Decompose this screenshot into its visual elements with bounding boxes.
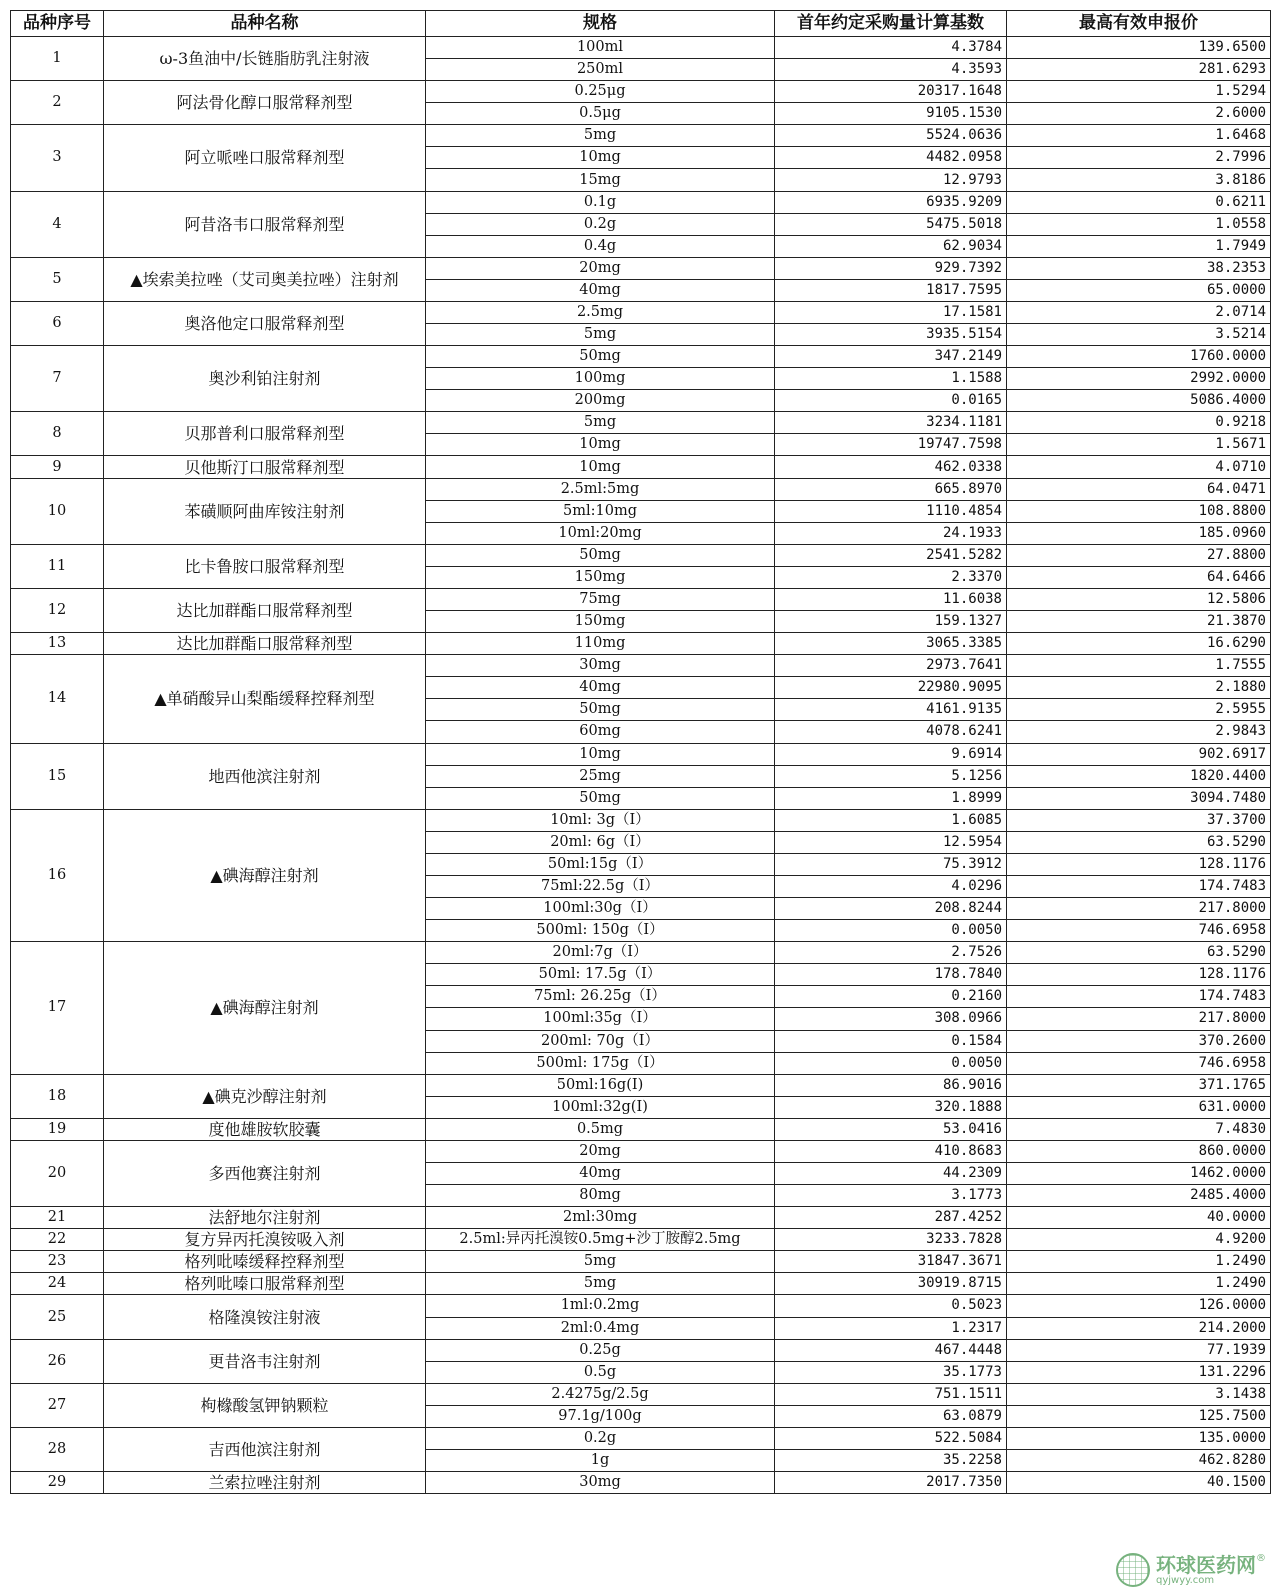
price-cell: 1820.4400 xyxy=(1007,765,1271,787)
price-cell: 3.8186 xyxy=(1007,169,1271,191)
quantity-cell: 287.4252 xyxy=(775,1207,1007,1229)
table-body xyxy=(11,37,1271,1494)
table-row xyxy=(11,1251,1271,1273)
item-number: 18 xyxy=(11,1074,104,1118)
item-number: 15 xyxy=(11,743,104,809)
item-number: 28 xyxy=(11,1427,104,1471)
spec-cell: 50mg xyxy=(426,787,775,809)
price-cell: 3.1438 xyxy=(1007,1383,1271,1405)
spec-cell: 20mg xyxy=(426,1140,775,1162)
price-cell: 40.0000 xyxy=(1007,1207,1271,1229)
table-row xyxy=(11,1074,1271,1096)
spec-cell: 15mg xyxy=(426,169,775,191)
quantity-cell: 19747.7598 xyxy=(775,434,1007,456)
spec-cell: 100ml:32g(I) xyxy=(426,1096,775,1118)
price-cell: 2.6000 xyxy=(1007,103,1271,125)
price-cell: 3.5214 xyxy=(1007,324,1271,346)
quantity-cell: 2973.7641 xyxy=(775,655,1007,677)
table-row xyxy=(11,346,1271,368)
spec-cell: 50mg xyxy=(426,699,775,721)
spec-cell: 5mg xyxy=(426,324,775,346)
price-cell: 65.0000 xyxy=(1007,279,1271,301)
quantity-cell: 6935.9209 xyxy=(775,191,1007,213)
quantity-cell: 9105.1530 xyxy=(775,103,1007,125)
spec-cell: 20mg xyxy=(426,257,775,279)
quantity-cell: 1817.7595 xyxy=(775,279,1007,301)
spec-cell: 500ml: 150g（I） xyxy=(426,920,775,942)
quantity-cell: 178.7840 xyxy=(775,964,1007,986)
price-cell: 139.6500 xyxy=(1007,37,1271,59)
item-number: 7 xyxy=(11,346,104,412)
price-cell: 1.7949 xyxy=(1007,235,1271,257)
price-cell: 902.6917 xyxy=(1007,743,1271,765)
price-cell: 108.8800 xyxy=(1007,500,1271,522)
price-cell: 746.6958 xyxy=(1007,920,1271,942)
quantity-cell: 1.2317 xyxy=(775,1317,1007,1339)
spec-cell: 10ml: 3g（I） xyxy=(426,809,775,831)
price-cell: 631.0000 xyxy=(1007,1096,1271,1118)
quantity-cell: 0.2160 xyxy=(775,986,1007,1008)
item-number: 11 xyxy=(11,544,104,588)
item-number: 21 xyxy=(11,1207,104,1229)
price-cell: 37.3700 xyxy=(1007,809,1271,831)
header-qty: 首年约定采购量计算基数 xyxy=(775,11,1007,37)
quantity-cell: 4.3784 xyxy=(775,37,1007,59)
quantity-cell: 410.8683 xyxy=(775,1140,1007,1162)
quantity-cell: 159.1327 xyxy=(775,611,1007,633)
spec-cell: 0.1g xyxy=(426,191,775,213)
item-number: 23 xyxy=(11,1251,104,1273)
watermark xyxy=(1116,1553,1266,1587)
price-cell: 5086.4000 xyxy=(1007,390,1271,412)
price-cell: 0.9218 xyxy=(1007,412,1271,434)
price-cell: 1.7555 xyxy=(1007,655,1271,677)
quantity-cell: 3234.1181 xyxy=(775,412,1007,434)
spec-cell: 1g xyxy=(426,1450,775,1472)
price-cell: 370.2600 xyxy=(1007,1030,1271,1052)
table-row xyxy=(11,1273,1271,1295)
quantity-cell: 1.1588 xyxy=(775,368,1007,390)
item-number: 26 xyxy=(11,1339,104,1383)
spec-cell: 5ml:10mg xyxy=(426,500,775,522)
price-cell: 860.0000 xyxy=(1007,1140,1271,1162)
table-row xyxy=(11,655,1271,677)
quantity-cell: 5475.5018 xyxy=(775,213,1007,235)
globe-icon xyxy=(1116,1553,1150,1587)
spec-cell: 5mg xyxy=(426,1251,775,1273)
price-cell: 38.2353 xyxy=(1007,257,1271,279)
item-name: 奥沙利铂注射剂 xyxy=(104,346,426,412)
spec-cell: 5mg xyxy=(426,125,775,147)
quantity-cell: 208.8244 xyxy=(775,898,1007,920)
price-cell: 174.7483 xyxy=(1007,875,1271,897)
table-row xyxy=(11,37,1271,59)
spec-cell: 75mg xyxy=(426,588,775,610)
item-name: 格隆溴铵注射液 xyxy=(104,1295,426,1339)
price-cell: 214.2000 xyxy=(1007,1317,1271,1339)
spec-cell: 2ml:0.4mg xyxy=(426,1317,775,1339)
price-cell: 131.2296 xyxy=(1007,1361,1271,1383)
spec-cell: 50ml:16g(I) xyxy=(426,1074,775,1096)
price-cell: 2.5955 xyxy=(1007,699,1271,721)
price-cell: 12.5806 xyxy=(1007,588,1271,610)
item-name: 比卡鲁胺口服常释剂型 xyxy=(104,544,426,588)
item-number: 5 xyxy=(11,257,104,301)
spec-cell: 25mg xyxy=(426,765,775,787)
quantity-cell: 2017.7350 xyxy=(775,1472,1007,1494)
watermark-url: qyjwyy.com xyxy=(1156,1574,1215,1586)
price-cell: 0.6211 xyxy=(1007,191,1271,213)
quantity-cell: 30919.8715 xyxy=(775,1273,1007,1295)
quantity-cell: 0.0050 xyxy=(775,1052,1007,1074)
price-cell: 128.1176 xyxy=(1007,853,1271,875)
quantity-cell: 35.1773 xyxy=(775,1361,1007,1383)
spec-cell: 10mg xyxy=(426,434,775,456)
quantity-cell: 3065.3385 xyxy=(775,633,1007,655)
item-name: 多西他赛注射剂 xyxy=(104,1140,426,1206)
item-number: 3 xyxy=(11,125,104,191)
item-name: ▲单硝酸异山梨酯缓释控释剂型 xyxy=(104,655,426,743)
spec-cell: 0.5mg xyxy=(426,1118,775,1140)
quantity-cell: 3.1773 xyxy=(775,1185,1007,1207)
item-name: 格列吡嗪缓释控释剂型 xyxy=(104,1251,426,1273)
item-number: 6 xyxy=(11,301,104,345)
quantity-cell: 4.0296 xyxy=(775,875,1007,897)
quantity-cell: 1110.4854 xyxy=(775,500,1007,522)
price-cell: 2.7996 xyxy=(1007,147,1271,169)
price-cell: 185.0960 xyxy=(1007,522,1271,544)
quantity-cell: 24.1933 xyxy=(775,522,1007,544)
item-name: 达比加群酯口服常释剂型 xyxy=(104,633,426,655)
spec-cell: 60mg xyxy=(426,721,775,743)
spec-cell: 0.2g xyxy=(426,213,775,235)
price-cell: 2485.4000 xyxy=(1007,1185,1271,1207)
item-name: 达比加群酯口服常释剂型 xyxy=(104,588,426,632)
quantity-cell: 4161.9135 xyxy=(775,699,1007,721)
spec-cell: 50ml: 17.5g（I） xyxy=(426,964,775,986)
quantity-cell: 522.5084 xyxy=(775,1427,1007,1449)
price-cell: 217.8000 xyxy=(1007,898,1271,920)
quantity-cell: 53.0416 xyxy=(775,1118,1007,1140)
spec-cell: 10mg xyxy=(426,147,775,169)
price-cell: 21.3870 xyxy=(1007,611,1271,633)
price-cell: 125.7500 xyxy=(1007,1405,1271,1427)
spec-cell: 40mg xyxy=(426,279,775,301)
price-cell: 7.4830 xyxy=(1007,1118,1271,1140)
table-row xyxy=(11,942,1271,964)
quantity-cell: 4482.0958 xyxy=(775,147,1007,169)
spec-cell: 200mg xyxy=(426,390,775,412)
table-row xyxy=(11,478,1271,500)
spec-cell: 150mg xyxy=(426,611,775,633)
price-cell: 2992.0000 xyxy=(1007,368,1271,390)
table-row xyxy=(11,809,1271,831)
quantity-cell: 665.8970 xyxy=(775,478,1007,500)
spec-cell: 100ml:30g（I） xyxy=(426,898,775,920)
item-number: 27 xyxy=(11,1383,104,1427)
quantity-cell: 11.6038 xyxy=(775,588,1007,610)
watermark-mark: ® xyxy=(1256,1553,1266,1564)
table-row xyxy=(11,1207,1271,1229)
table-row xyxy=(11,301,1271,323)
spec-cell: 0.25g xyxy=(426,1339,775,1361)
quantity-cell: 12.9793 xyxy=(775,169,1007,191)
spec-cell: 2.4275g/2.5g xyxy=(426,1383,775,1405)
price-cell: 135.0000 xyxy=(1007,1427,1271,1449)
price-cell: 16.6290 xyxy=(1007,633,1271,655)
quantity-cell: 12.5954 xyxy=(775,831,1007,853)
quantity-cell: 5.1256 xyxy=(775,765,1007,787)
spec-cell: 5mg xyxy=(426,1273,775,1295)
item-number: 13 xyxy=(11,633,104,655)
quantity-cell: 20317.1648 xyxy=(775,81,1007,103)
price-cell: 1.2490 xyxy=(1007,1251,1271,1273)
table-row xyxy=(11,1118,1271,1140)
table-row xyxy=(11,743,1271,765)
price-cell: 63.5290 xyxy=(1007,831,1271,853)
quantity-cell: 63.0879 xyxy=(775,1405,1007,1427)
item-name: 贝那普利口服常释剂型 xyxy=(104,412,426,456)
spec-cell: 50ml:15g（I） xyxy=(426,853,775,875)
spec-cell: 110mg xyxy=(426,633,775,655)
header-price: 最高有效申报价 xyxy=(1007,11,1271,37)
quantity-cell: 75.3912 xyxy=(775,853,1007,875)
price-cell: 2.9843 xyxy=(1007,721,1271,743)
item-number: 2 xyxy=(11,81,104,125)
price-cell: 64.6466 xyxy=(1007,566,1271,588)
table-row xyxy=(11,588,1271,610)
price-cell: 2.1880 xyxy=(1007,677,1271,699)
header-name: 品种名称 xyxy=(104,11,426,37)
quantity-cell: 4078.6241 xyxy=(775,721,1007,743)
price-cell: 1462.0000 xyxy=(1007,1162,1271,1184)
item-name: 度他雄胺软胶囊 xyxy=(104,1118,426,1140)
spec-cell: 80mg xyxy=(426,1185,775,1207)
quantity-cell: 0.0050 xyxy=(775,920,1007,942)
price-cell: 2.0714 xyxy=(1007,301,1271,323)
table-row xyxy=(11,1383,1271,1405)
spec-cell: 200ml: 70g（I） xyxy=(426,1030,775,1052)
price-cell: 40.1500 xyxy=(1007,1472,1271,1494)
item-name: ▲碘海醇注射剂 xyxy=(104,942,426,1074)
quantity-cell: 2.3370 xyxy=(775,566,1007,588)
price-cell: 63.5290 xyxy=(1007,942,1271,964)
item-number: 22 xyxy=(11,1229,104,1251)
spec-cell: 75ml:22.5g（I） xyxy=(426,875,775,897)
item-name: 阿昔洛韦口服常释剂型 xyxy=(104,191,426,257)
quantity-cell: 1.8999 xyxy=(775,787,1007,809)
table-row xyxy=(11,633,1271,655)
item-name: 兰索拉唑注射剂 xyxy=(104,1472,426,1494)
quantity-cell: 35.2258 xyxy=(775,1450,1007,1472)
item-name: ω-3鱼油中/长链脂肪乳注射液 xyxy=(104,37,426,81)
spec-cell: 100ml:35g（I） xyxy=(426,1008,775,1030)
item-number: 24 xyxy=(11,1273,104,1295)
item-number: 12 xyxy=(11,588,104,632)
spec-cell: 40mg xyxy=(426,677,775,699)
quantity-cell: 929.7392 xyxy=(775,257,1007,279)
quantity-cell: 308.0966 xyxy=(775,1008,1007,1030)
item-name: 阿立哌唑口服常释剂型 xyxy=(104,125,426,191)
item-name: 阿法骨化醇口服常释剂型 xyxy=(104,81,426,125)
item-number: 1 xyxy=(11,37,104,81)
quantity-cell: 1.6085 xyxy=(775,809,1007,831)
item-number: 20 xyxy=(11,1140,104,1206)
quantity-cell: 9.6914 xyxy=(775,743,1007,765)
item-number: 9 xyxy=(11,456,104,478)
table-row xyxy=(11,456,1271,478)
item-name: ▲碘克沙醇注射剂 xyxy=(104,1074,426,1118)
price-cell: 281.6293 xyxy=(1007,59,1271,81)
item-number: 17 xyxy=(11,942,104,1074)
quantity-cell: 2.7526 xyxy=(775,942,1007,964)
quantity-cell: 462.0338 xyxy=(775,456,1007,478)
price-cell: 1.5671 xyxy=(1007,434,1271,456)
spec-cell: 30mg xyxy=(426,655,775,677)
spec-cell: 30mg xyxy=(426,1472,775,1494)
table-row xyxy=(11,1295,1271,1317)
price-cell: 746.6958 xyxy=(1007,1052,1271,1074)
price-cell: 371.1765 xyxy=(1007,1074,1271,1096)
spec-cell: 0.2g xyxy=(426,1427,775,1449)
quantity-cell: 62.9034 xyxy=(775,235,1007,257)
header-no: 品种序号 xyxy=(11,11,104,37)
item-name: 格列吡嗪口服常释剂型 xyxy=(104,1273,426,1295)
item-name: 法舒地尔注射剂 xyxy=(104,1207,426,1229)
price-cell: 64.0471 xyxy=(1007,478,1271,500)
item-name: 更昔洛韦注射剂 xyxy=(104,1339,426,1383)
spec-cell: 0.25μg xyxy=(426,81,775,103)
price-cell: 4.9200 xyxy=(1007,1229,1271,1251)
price-cell: 174.7483 xyxy=(1007,986,1271,1008)
item-number: 14 xyxy=(11,655,104,743)
table-row xyxy=(11,1472,1271,1494)
spec-cell: 10ml:20mg xyxy=(426,522,775,544)
table-row xyxy=(11,125,1271,147)
item-number: 16 xyxy=(11,809,104,941)
spec-cell: 500ml: 175g（I） xyxy=(426,1052,775,1074)
quantity-cell: 0.0165 xyxy=(775,390,1007,412)
spec-cell: 150mg xyxy=(426,566,775,588)
item-number: 4 xyxy=(11,191,104,257)
price-cell: 217.8000 xyxy=(1007,1008,1271,1030)
header-row xyxy=(11,11,1271,37)
quantity-cell: 2541.5282 xyxy=(775,544,1007,566)
price-cell: 27.8800 xyxy=(1007,544,1271,566)
price-cell: 126.0000 xyxy=(1007,1295,1271,1317)
price-cell: 1.0558 xyxy=(1007,213,1271,235)
spec-cell: 50mg xyxy=(426,346,775,368)
item-name: ▲碘海醇注射剂 xyxy=(104,809,426,941)
item-name: 苯磺顺阿曲库铵注射剂 xyxy=(104,478,426,544)
spec-cell: 75ml: 26.25g（I） xyxy=(426,986,775,1008)
quantity-cell: 5524.0636 xyxy=(775,125,1007,147)
quantity-cell: 751.1511 xyxy=(775,1383,1007,1405)
spec-cell: 5mg xyxy=(426,412,775,434)
spec-cell: 250ml xyxy=(426,59,775,81)
spec-cell: 0.5μg xyxy=(426,103,775,125)
price-cell: 128.1176 xyxy=(1007,964,1271,986)
spec-cell: 2ml:30mg xyxy=(426,1207,775,1229)
table-row xyxy=(11,1229,1271,1251)
item-name: 吉西他滨注射剂 xyxy=(104,1427,426,1471)
quantity-cell: 0.1584 xyxy=(775,1030,1007,1052)
quantity-cell: 22980.9095 xyxy=(775,677,1007,699)
spec-cell: 2.5ml:异丙托溴铵0.5mg+沙丁胺醇2.5mg xyxy=(426,1229,775,1251)
quantity-cell: 3935.5154 xyxy=(775,324,1007,346)
price-cell: 77.1939 xyxy=(1007,1339,1271,1361)
spec-cell: 50mg xyxy=(426,544,775,566)
price-cell: 1.2490 xyxy=(1007,1273,1271,1295)
price-cell: 1.5294 xyxy=(1007,81,1271,103)
quantity-cell: 4.3593 xyxy=(775,59,1007,81)
spec-cell: 100mg xyxy=(426,368,775,390)
quantity-cell: 44.2309 xyxy=(775,1162,1007,1184)
price-cell: 4.0710 xyxy=(1007,456,1271,478)
quantity-cell: 0.5023 xyxy=(775,1295,1007,1317)
spec-cell: 0.4g xyxy=(426,235,775,257)
quantity-cell: 86.9016 xyxy=(775,1074,1007,1096)
spec-cell: 2.5ml:5mg xyxy=(426,478,775,500)
item-number: 19 xyxy=(11,1118,104,1140)
procurement-table xyxy=(10,10,1271,1494)
quantity-cell: 347.2149 xyxy=(775,346,1007,368)
spec-cell: 1ml:0.2mg xyxy=(426,1295,775,1317)
item-number: 10 xyxy=(11,478,104,544)
spec-cell: 10mg xyxy=(426,456,775,478)
quantity-cell: 31847.3671 xyxy=(775,1251,1007,1273)
header-spec: 规格 xyxy=(426,11,775,37)
table-row xyxy=(11,1339,1271,1361)
table-row xyxy=(11,191,1271,213)
table-row xyxy=(11,1427,1271,1449)
item-name: 奥洛他定口服常释剂型 xyxy=(104,301,426,345)
spec-cell: 40mg xyxy=(426,1162,775,1184)
quantity-cell: 17.1581 xyxy=(775,301,1007,323)
spec-cell: 97.1g/100g xyxy=(426,1405,775,1427)
spec-cell: 2.5mg xyxy=(426,301,775,323)
watermark-text: 环球医药网 xyxy=(1156,1552,1256,1577)
table-row xyxy=(11,257,1271,279)
price-cell: 1760.0000 xyxy=(1007,346,1271,368)
item-name: 复方异丙托溴铵吸入剂 xyxy=(104,1229,426,1251)
quantity-cell: 467.4448 xyxy=(775,1339,1007,1361)
price-cell: 3094.7480 xyxy=(1007,787,1271,809)
table-row xyxy=(11,1140,1271,1162)
price-cell: 462.8280 xyxy=(1007,1450,1271,1472)
quantity-cell: 320.1888 xyxy=(775,1096,1007,1118)
item-name: 地西他滨注射剂 xyxy=(104,743,426,809)
spec-cell: 10mg xyxy=(426,743,775,765)
spec-cell: 100ml xyxy=(426,37,775,59)
item-number: 29 xyxy=(11,1472,104,1494)
item-number: 8 xyxy=(11,412,104,456)
price-cell: 1.6468 xyxy=(1007,125,1271,147)
spec-cell: 20ml:7g（I） xyxy=(426,942,775,964)
item-name: ▲埃索美拉唑（艾司奥美拉唑）注射剂 xyxy=(104,257,426,301)
table-row xyxy=(11,81,1271,103)
table-row xyxy=(11,544,1271,566)
item-name: 枸橼酸氢钾钠颗粒 xyxy=(104,1383,426,1427)
item-number: 25 xyxy=(11,1295,104,1339)
spec-cell: 0.5g xyxy=(426,1361,775,1383)
item-name: 贝他斯汀口服常释剂型 xyxy=(104,456,426,478)
quantity-cell: 3233.7828 xyxy=(775,1229,1007,1251)
spec-cell: 20ml: 6g（I） xyxy=(426,831,775,853)
table-row xyxy=(11,412,1271,434)
